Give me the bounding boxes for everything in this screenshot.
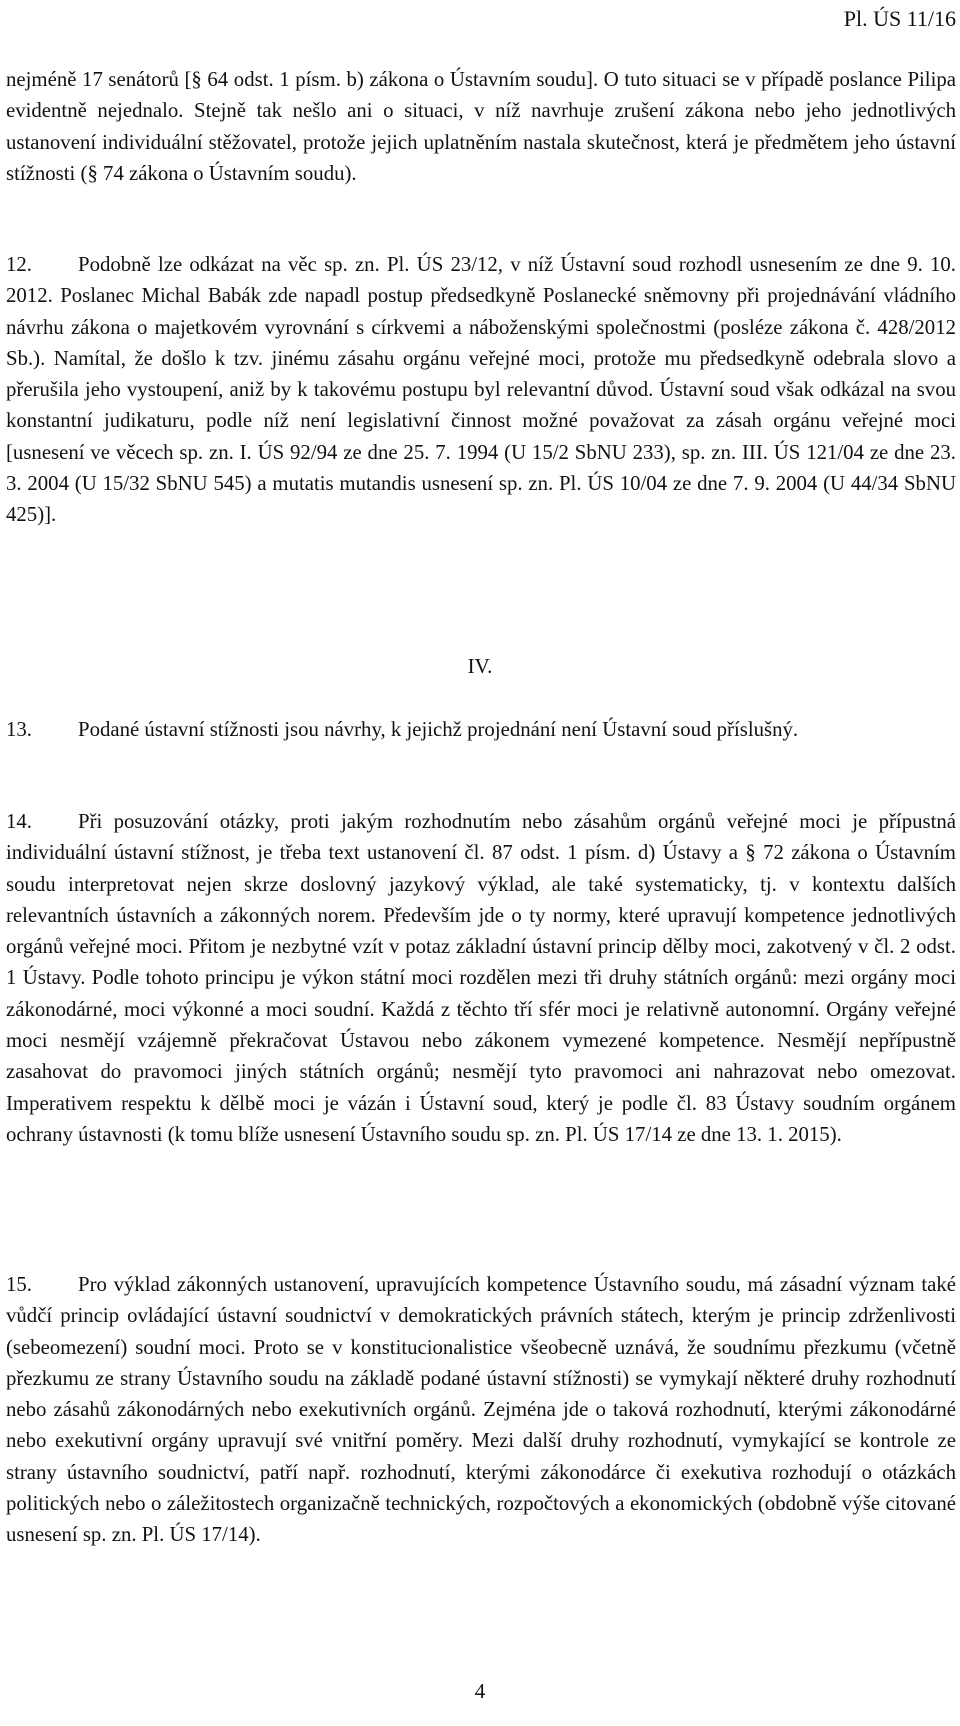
paragraph-number: 13. — [6, 718, 32, 741]
paragraph-12 — [6, 249, 956, 531]
paragraph-text: Při posuzování otázky, proti jakým rozhodnutím nebo zásahům orgánů veřejné moci je přípustná individuální ústavní stížnost, je třeba text ustanovení čl. 87 odst. 1 písm. d) Ústavy a § 72 zákona o Ústavním soudu interpretovat nejen skrze doslovný jazykový výklad, ale také systematicky, tj. v kontextu dalších relevantních ústavních a zákonných norem. Především jde o ty normy, které upravují kompetence jednotlivých orgánů veřejné moci. Přitom je nezbytné vzít v potaz základní ústavní princip dělby moci, zakotvený v čl. 2 odst. 1 Ústavy. Podle tohoto principu je výkon státní moci rozdělen mezi tři druhy státních orgánů: mezi orgány moci zákonodárné, moci výkonné a moci soudní. Každá z těchto tří sfér moci je relativně autonomní. Orgány veřejné moci nesmějí vzájemně překračovat Ústavou nebo zákonem vymezené kompetence. Nesmějí nepřípustně zasahovat do pravomoci jiných státních orgánů; nesmějí tyto pravomoci ani nahrazovat nebo omezovat. Imperativem respektu k dělbě moci je vázán i Ústavní soud, který je podle čl. 83 Ústavy soudním orgánem ochrany ústavnosti (k tomu blíže usnesení Ústavního soudu sp. zn. Pl. ÚS 17/14 ze dne 13. 1. 2015). — [6, 810, 956, 1146]
paragraph-number: 12. — [6, 253, 32, 276]
paragraph-text: Podobně lze odkázat na věc sp. zn. Pl. ÚS 23/12, v níž Ústavní soud rozhodl usnesením ze dne 9. 10. 2012. Poslanec Michal Babák zde napadl postup předsedkyně Poslanecké sněmovny při projednávání vládního návrhu zákona o majetkovém vyrovnání s církvemi a náboženskými společnostmi (posléze zákona č. 428/2012 Sb.). Namítal, že došlo k tzv. jinému zásahu orgánu veřejné moci, protože mu předsedkyně odebrala slovo a přerušila jeho vystoupení, aniž by k takovému postupu byl relevantní důvod. Ústavní soud však odkázal na svou konstantní judikaturu, podle níž není legislativní činnost možné považovat za zásah orgánu veřejné moci [usnesení ve věcech sp. zn. I. ÚS 92/94 ze dne 25. 7. 1994 (U 15/2 SbNU 233), sp. zn. III. ÚS 121/04 ze dne 23. 3. 2004 (U 15/32 SbNU 545) a mutatis mutandis usnesení sp. zn. Pl. ÚS 10/04 ze dne 7. 9. 2004 (U 44/34 SbNU 425)]. — [6, 253, 956, 527]
page-number: 4 — [474, 1679, 486, 1703]
section-heading: IV. — [467, 654, 493, 678]
paragraph-text: Podané ústavní stížnosti jsou návrhy, k jejichž projednání není Ústavní soud příslušný. — [78, 718, 799, 741]
paragraph-15 — [6, 1269, 956, 1551]
paragraph-14 — [6, 806, 956, 1150]
paragraph-number: 14. — [6, 810, 32, 833]
paragraph-text: nejméně 17 senátorů [§ 64 odst. 1 písm. b) zákona o Ústavním soudu]. O tuto situaci se v případě poslance Pilipa evidentně nejednalo. Stejně tak nešlo ani o situaci, v níž navrhuje zrušení zákona nebo jeho jednotlivých ustanovení individuální stěžovatel, protože jejich uplatněním nastala skutečnost, která je předmětem jeho ústavní stížnosti (§ 74 zákona o Ústavním soudu). — [6, 68, 956, 185]
case-reference: Pl. ÚS 11/16 — [843, 6, 956, 31]
paragraph-13 — [6, 714, 956, 745]
paragraph-number: 15. — [6, 1273, 32, 1296]
paragraph-text: Pro výklad zákonných ustanovení, upravujících kompetence Ústavního soudu, má zásadní význam také vůdčí princip ovládající ústavní soudnictví v demokratických právních státech, kterým je princip zdrženlivosti (sebeomezení) soudní moci. Proto se v konstitucionalistice všeobecně uznává, že soudnímu přezkumu (včetně přezkumu ze strany Ústavního soudu na základě podané ústavní stížnosti) se vymykají některé druhy rozhodnutí nebo zásahů zákonodárných nebo exekutivních orgánů. Zejména jde o taková rozhodnutí, kterými zákonodárné nebo exekutivní orgány upravují své vnitřní poměry. Mezi další druhy rozhodnutí, vymykající se kontrole ze strany ústavního soudnictví, patří např. rozhodnutí, kterými zákonodárce či exekutiva rozhodují o otázkách politických nebo o záležitostech organizačně technických, rozpočtových a ekonomických (obdobně výše citované usnesení sp. zn. Pl. ÚS 17/14). — [6, 1273, 956, 1547]
paragraph-continuation — [6, 64, 956, 189]
